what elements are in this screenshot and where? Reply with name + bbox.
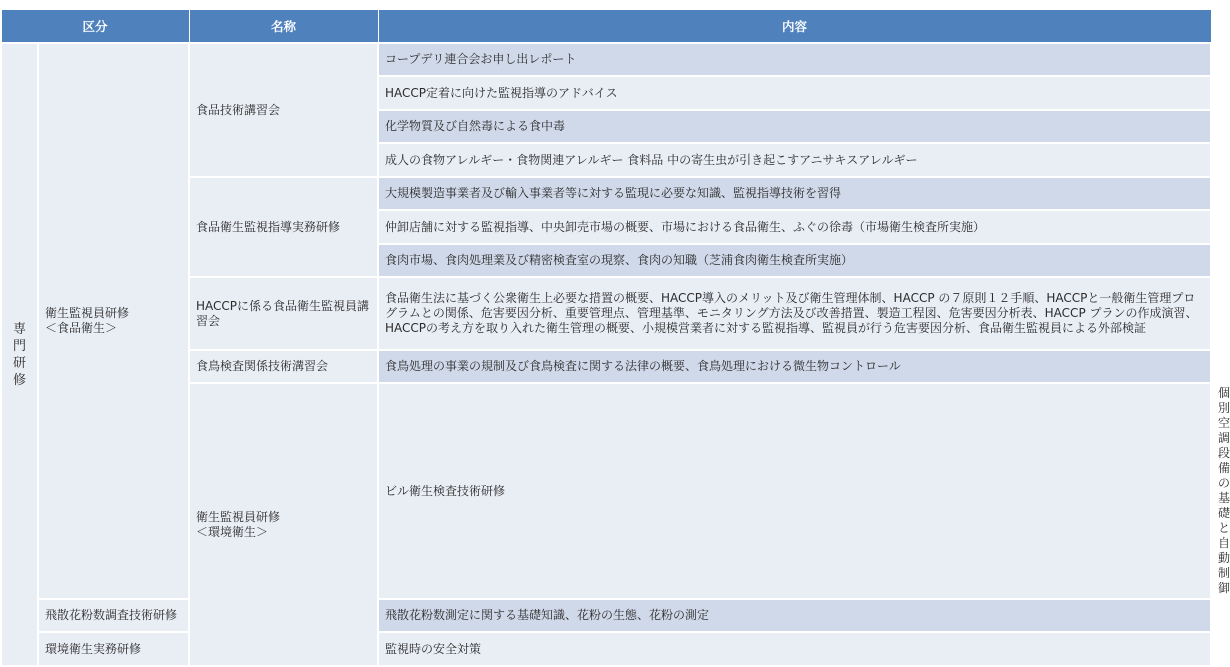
group-label-line2: ＜環境衛生＞ (196, 524, 269, 539)
content-cell: 食鳥処理の事業の規制及び食鳥検査に関する法律の概要、食鳥処理における微生物コントロール (378, 350, 1211, 383)
content-cell: 飛散花粉数測定に関する基礎知識、花粉の生態、花粉の測定 (378, 599, 1211, 632)
group-environmental-hygiene (189, 383, 378, 666)
content-cell: 化学物質及び自然毒による食中毒 (378, 110, 1211, 143)
course-name: 食品技術講習会 (189, 43, 378, 177)
table-row: 衛生監視員研修 ＜環境衛生＞ ビル衛生検査技術研修 個別空調段備の基礎と自動制御 (1, 383, 1211, 599)
course-name: 食鳥検査関係技術溝習会 (189, 350, 378, 383)
course-name: 食品衛生監視指導実務研修 (189, 177, 378, 277)
content-cell: 成人の食物アレルギー・食物関連アレルギー 食料品 中の寄生虫が引き起こすアニサキスアレルギー (378, 143, 1211, 177)
group-label-line1: 衛生監視員研修 (45, 306, 130, 320)
content-cell: 食肉市場、食肉処理業及び精密検査室の現察、食肉の知職（芝浦食肉衛生検査所実施） (378, 244, 1211, 277)
training-table (0, 9, 1230, 667)
course-name: 環境衛生実務研修 (38, 632, 189, 666)
category-main-cell (1, 43, 38, 666)
content-cell: 食品衛生法に基づく公衆衛生上必要な措置の概要、HACCP導入のメリット及び衛生管理体制、HACCP の７原則１２手順、HACCPと一般衛生管理プログラムとの関係、危害要因分析、重要管理点、管理基準、モニタリング方法及び改善措置、製造工程図、危害要因分析表、HACCP プランの作成演習、HACCPの考え方を取り入れた衛生管理の概要、小規模営業者に対する監視指導、監視員が行う危害要因分析、食品衛生監視員による外部検証 (378, 277, 1211, 350)
category-main: 専門研修 (12, 321, 26, 388)
group-food-hygiene (38, 43, 189, 599)
group-label-line1: 衛生監視員研修 (196, 509, 281, 524)
header-category: 区分 (1, 10, 189, 44)
course-name: 飛散花粉数調査技術研修 (38, 599, 189, 632)
group-label-line2: ＜食品衛生＞ (45, 321, 118, 335)
table-row (1, 599, 1211, 632)
course-name: ビル衛生検査技術研修 (378, 383, 1211, 599)
header-content: 内容 (378, 10, 1211, 44)
course-name: HACCPに係る食品衛生監視員講習会 (189, 277, 378, 350)
header-name: 名称 (189, 10, 378, 44)
content-cell: 大規模製造事業者及び輸入事業者等に対する監現に必要な知識、監視指導技術を習得 (378, 177, 1211, 210)
content-cell: HACCP定着に向けた監視指導のアドバイス (378, 76, 1211, 110)
content-cell: 監視時の安全対策 (378, 632, 1211, 666)
content-cell: コープデリ連合会お申し出レポート (378, 43, 1211, 76)
content-cell: 仲卸店舗に対する監視指導、中央卸売市場の概要、市場における食品衛生、ふぐの徐毒（市場衛生検査所実施） (378, 210, 1211, 244)
table-row (1, 632, 1211, 666)
table-header-row (1, 10, 1211, 44)
table-row (1, 43, 1211, 76)
